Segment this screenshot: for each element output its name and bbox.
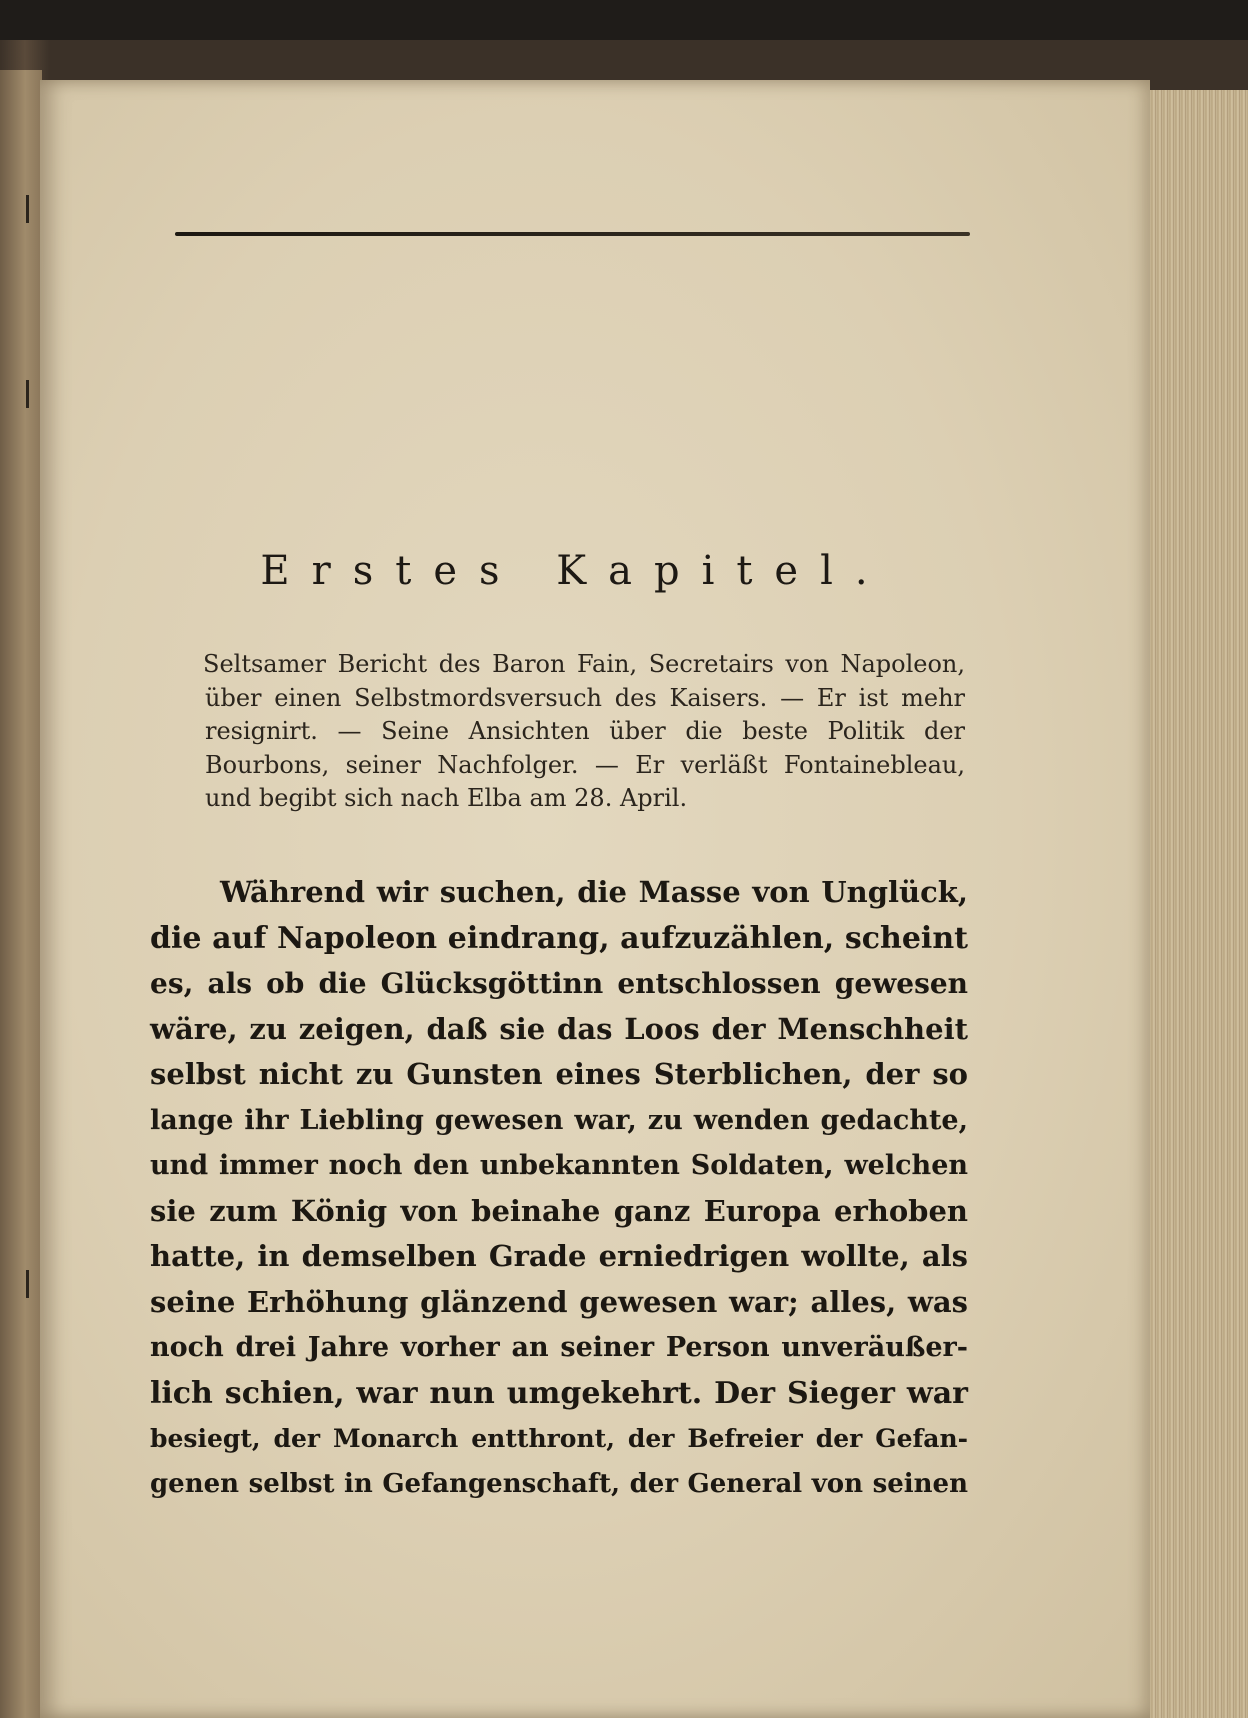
body-line: lich schien, war nun umgekehrt. Der Sieger war [150, 1375, 968, 1411]
body-line: wäre, zu zeigen, daß sie das Loos der Menschheit [150, 1011, 968, 1046]
body-line: genen selbst in Gefangenschaft, der General von seinen [150, 1468, 968, 1499]
body-line: es, als ob die Glücksgöttinn entschlossen gewesen [150, 967, 968, 1000]
body-line: Während wir suchen, die Masse von Unglück, [220, 875, 968, 909]
margin-mark [26, 195, 29, 223]
body-line: hatte, in demselben Grade erniedrigen wollte, als [150, 1239, 968, 1273]
chapter-title: Erstes Kapitel. [260, 548, 890, 594]
left-page-edge [0, 70, 42, 1718]
chapter-summary-text: Seltsamer Bericht des Baron Fain, Secretairs von Napoleon, über einen Selbstmordsversuch des Kaisers. — Er ist mehr resignirt. — Seine Ansichten über die beste Politik der Bourbons, seiner Nachfolger. — Er verläßt Fontainebleau, und begibt sich nach Elba am 28. April. [203, 650, 965, 812]
body-line: selbst nicht zu Gunsten eines Sterblichen, der so [150, 1057, 968, 1091]
header-rule [175, 232, 970, 236]
body-line: noch drei Jahre vorher an seiner Person unveräußer- [150, 1332, 968, 1363]
body-line: besiegt, der Monarch entthront, der Befreier der Gefan- [150, 1424, 968, 1453]
margin-mark [26, 380, 29, 408]
margin-mark [26, 1270, 29, 1298]
body-line: die auf Napoleon eindrang, aufzuzählen, scheint [150, 920, 968, 956]
chapter-summary [205, 648, 965, 816]
body-line: und immer noch den unbekannten Soldaten, welchen [150, 1150, 968, 1181]
body-line: seine Erhöhung glänzend gewesen war; alles, was [150, 1284, 968, 1319]
body-line: sie zum König von beinahe ganz Europa erhoben [150, 1193, 968, 1228]
body-paragraph [150, 870, 968, 1507]
page-stack-edges [1150, 90, 1248, 1718]
body-line: lange ihr Liebling gewesen war, zu wenden gedachte, [150, 1104, 968, 1136]
